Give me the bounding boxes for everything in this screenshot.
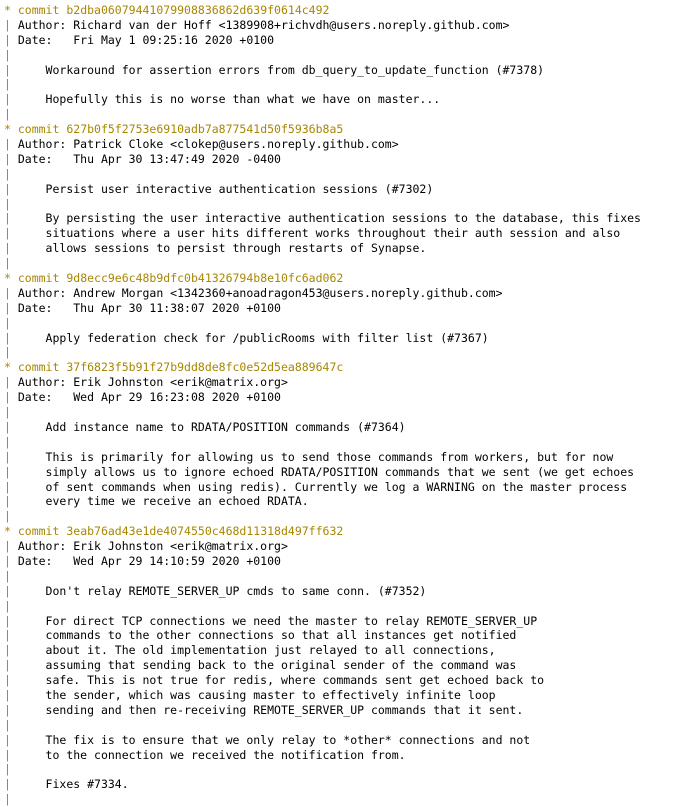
graph-glyph: | [4, 92, 18, 107]
log-line [0, 465, 692, 480]
commit-message-text: to the connection we received the notification from. [17, 747, 406, 762]
graph-glyph: | [4, 107, 18, 122]
commit-header-line [0, 3, 692, 18]
graph-glyph: | [4, 553, 18, 568]
graph-glyph: | [4, 598, 18, 613]
commit-sha: 3eab76ad43e1de4074550c468d11318d497ff632 [66, 524, 344, 539]
graph-glyph: | [4, 658, 18, 673]
commit-message-text: Add instance name to RDATA/POSITION commands (#7364) [17, 419, 406, 434]
log-line [0, 599, 692, 614]
commit-message-text: Hopefully this is no worse than what we have on master... [17, 92, 441, 107]
commit-keyword: commit [17, 122, 60, 137]
graph-glyph: | [4, 196, 18, 211]
graph-glyph: | [4, 449, 18, 464]
commit-message-text: This is primarily for allowing us to send those commands from workers, but for now [17, 449, 614, 464]
commit-sha: 37f6823f5b91f27b9dd8de8fc0e52d5ea889647c [66, 360, 344, 375]
commit-message-text: For direct TCP connections we need the master to relay REMOTE_SERVER_UP [17, 613, 538, 628]
graph-glyph: | [4, 583, 18, 598]
commit-meta-text: Author: Erik Johnston <erik@matrix.org> [17, 539, 288, 554]
commit-header-line [0, 360, 692, 375]
commit-header-line [0, 271, 692, 286]
commit-message-text: the sender, which was causing master to effectively infinite loop [17, 687, 496, 702]
graph-glyph: | [4, 405, 18, 420]
log-line [0, 286, 692, 301]
commit-message-text: Apply federation check for /publicRooms with filter list (#7367) [17, 330, 489, 345]
commit-message-text: of sent commands when using redis). Currently we log a WARNING on the master process [17, 479, 628, 494]
commit-header-line [0, 524, 692, 539]
log-line [0, 211, 692, 226]
graph-glyph: * [4, 524, 18, 539]
commit-message-text: Workaround for assertion errors from db_query_to_update_function (#7378) [17, 62, 545, 77]
log-line [0, 658, 692, 673]
graph-glyph: | [4, 539, 18, 554]
log-line [0, 554, 692, 569]
log-line [0, 226, 692, 241]
graph-glyph: | [4, 375, 18, 390]
commit-message-text: every time we receive an echoed RDATA. [17, 494, 309, 509]
commit-message-text: safe. This is not true for redis, where commands sent get echoed back to [17, 673, 545, 688]
graph-glyph: | [4, 330, 18, 345]
graph-glyph: | [4, 762, 18, 777]
graph-glyph: | [4, 732, 18, 747]
graph-glyph: | [4, 345, 18, 360]
commit-message-text: situations where a user hits different works throughout their auth session and also [17, 226, 621, 241]
commit-message-text: Don't relay REMOTE_SERVER_UP cmds to same conn. (#7352) [17, 583, 427, 598]
commit-meta-text: Date: Thu Apr 30 11:38:07 2020 +0100 [17, 300, 281, 315]
graph-glyph: | [4, 315, 18, 330]
log-line [0, 63, 692, 78]
log-line [0, 107, 692, 122]
log-line [0, 450, 692, 465]
commit-message-text: simply allows us to ignore echoed RDATA/POSITION commands that we sent (we get echoes [17, 464, 635, 479]
graph-glyph: | [4, 792, 18, 807]
log-line [0, 77, 692, 92]
commit-message-text: The fix is to ensure that we only relay to *other* connections and not [17, 732, 531, 747]
commit-message-text: Fixes #7334. [17, 777, 129, 792]
graph-glyph: | [4, 181, 18, 196]
graph-glyph: | [4, 419, 18, 434]
graph-glyph: * [4, 122, 18, 137]
log-line [0, 167, 692, 182]
log-line [0, 241, 692, 256]
graph-glyph: | [4, 509, 18, 524]
commit-message-text: By persisting the user interactive authentication sessions to the database, this fixes [17, 211, 641, 226]
graph-glyph: | [4, 777, 18, 792]
graph-glyph: | [4, 77, 18, 92]
graph-glyph: | [4, 464, 18, 479]
log-line [0, 152, 692, 167]
log-line [0, 688, 692, 703]
graph-glyph: | [4, 434, 18, 449]
graph-glyph: | [4, 226, 18, 241]
commit-keyword: commit [17, 3, 60, 17]
graph-glyph: | [4, 628, 18, 643]
graph-glyph: | [4, 285, 18, 300]
commit-sha: 9d8ecc9e6c48b9dfc0b41326794b8e10fc6ad062 [66, 271, 344, 286]
log-line [0, 18, 692, 33]
graph-glyph: | [4, 256, 18, 271]
graph-glyph: * [4, 3, 18, 17]
graph-glyph: | [4, 211, 18, 226]
log-line [0, 718, 692, 733]
log-line [0, 643, 692, 658]
graph-glyph: | [4, 717, 18, 732]
log-line [0, 301, 692, 316]
commit-meta-text: Date: Wed Apr 29 14:10:59 2020 +0100 [17, 553, 281, 568]
log-line [0, 584, 692, 599]
graph-glyph: | [4, 673, 18, 688]
graph-glyph: | [4, 494, 18, 509]
graph-glyph: * [4, 360, 18, 375]
log-line [0, 509, 692, 524]
commit-meta-text: Date: Wed Apr 29 16:23:08 2020 +0100 [17, 390, 281, 405]
log-line [0, 92, 692, 107]
log-line [0, 628, 692, 643]
commit-sha: 627b0f5f2753e6910adb7a877541d50f5936b8a5 [66, 122, 344, 137]
log-line [0, 673, 692, 688]
log-line [0, 33, 692, 48]
commit-keyword: commit [17, 271, 60, 286]
graph-glyph: | [4, 17, 18, 32]
graph-glyph: | [4, 568, 18, 583]
log-line [0, 539, 692, 554]
log-line [0, 182, 692, 197]
log-line [0, 494, 692, 509]
log-line [0, 748, 692, 763]
log-line [0, 197, 692, 212]
graph-glyph: | [4, 643, 18, 658]
log-line [0, 777, 692, 792]
commit-meta-text: Date: Fri May 1 09:25:16 2020 +0100 [17, 32, 275, 47]
graph-glyph: | [4, 151, 18, 166]
commit-meta-text: Author: Erik Johnston <erik@matrix.org> [17, 375, 288, 390]
commit-sha: b2dba06079441079908836862d639f0614c492 [66, 3, 330, 17]
commit-message-text: assuming that sending back to the original sender of the command was [17, 658, 517, 673]
graph-glyph: | [4, 47, 18, 62]
log-line [0, 331, 692, 346]
commit-message-text: commands to the other connections so that all instances get notified [17, 628, 517, 643]
graph-glyph: | [4, 479, 18, 494]
graph-glyph: | [4, 687, 18, 702]
log-line [0, 345, 692, 360]
commit-meta-text: Author: Patrick Cloke <clokep@users.noreply.github.com> [17, 137, 399, 152]
graph-glyph: | [4, 747, 18, 762]
log-line [0, 48, 692, 63]
log-line [0, 390, 692, 405]
commit-meta-text: Author: Andrew Morgan <1342360+anoadragon453@users.noreply.github.com> [17, 285, 503, 300]
log-line [0, 256, 692, 271]
graph-glyph: | [4, 166, 18, 181]
commit-meta-text: Author: Richard van der Hoff <1389908+richvdh@users.noreply.github.com> [17, 17, 510, 32]
log-line [0, 405, 692, 420]
log-line [0, 420, 692, 435]
log-line [0, 480, 692, 495]
log-line [0, 569, 692, 584]
commit-message-text: Persist user interactive authentication sessions (#7302) [17, 181, 434, 196]
commit-message-text: sending and then re-receiving REMOTE_SERVER_UP commands that it sent. [17, 702, 524, 717]
log-line [0, 762, 692, 777]
graph-glyph: | [4, 702, 18, 717]
commit-meta-text: Date: Thu Apr 30 13:47:49 2020 -0400 [17, 151, 281, 166]
log-line [0, 792, 692, 807]
graph-glyph: * [4, 271, 18, 286]
graph-glyph: | [4, 300, 18, 315]
log-line [0, 316, 692, 331]
log-line [0, 614, 692, 629]
graph-glyph: | [4, 613, 18, 628]
log-line [0, 137, 692, 152]
graph-glyph: | [4, 241, 18, 256]
commit-header-line [0, 122, 692, 137]
log-line [0, 375, 692, 390]
graph-glyph: | [4, 137, 18, 152]
commit-message-text: about it. The old implementation just relayed to all connections, [17, 643, 496, 658]
graph-glyph: | [4, 32, 18, 47]
commit-keyword: commit [17, 360, 60, 375]
commit-keyword: commit [17, 524, 60, 539]
graph-glyph: | [4, 62, 18, 77]
log-line [0, 733, 692, 748]
log-line [0, 435, 692, 450]
commit-message-text: allows sessions to persist through restarts of Synapse. [17, 241, 427, 256]
graph-glyph: | [4, 390, 18, 405]
log-line [0, 703, 692, 718]
